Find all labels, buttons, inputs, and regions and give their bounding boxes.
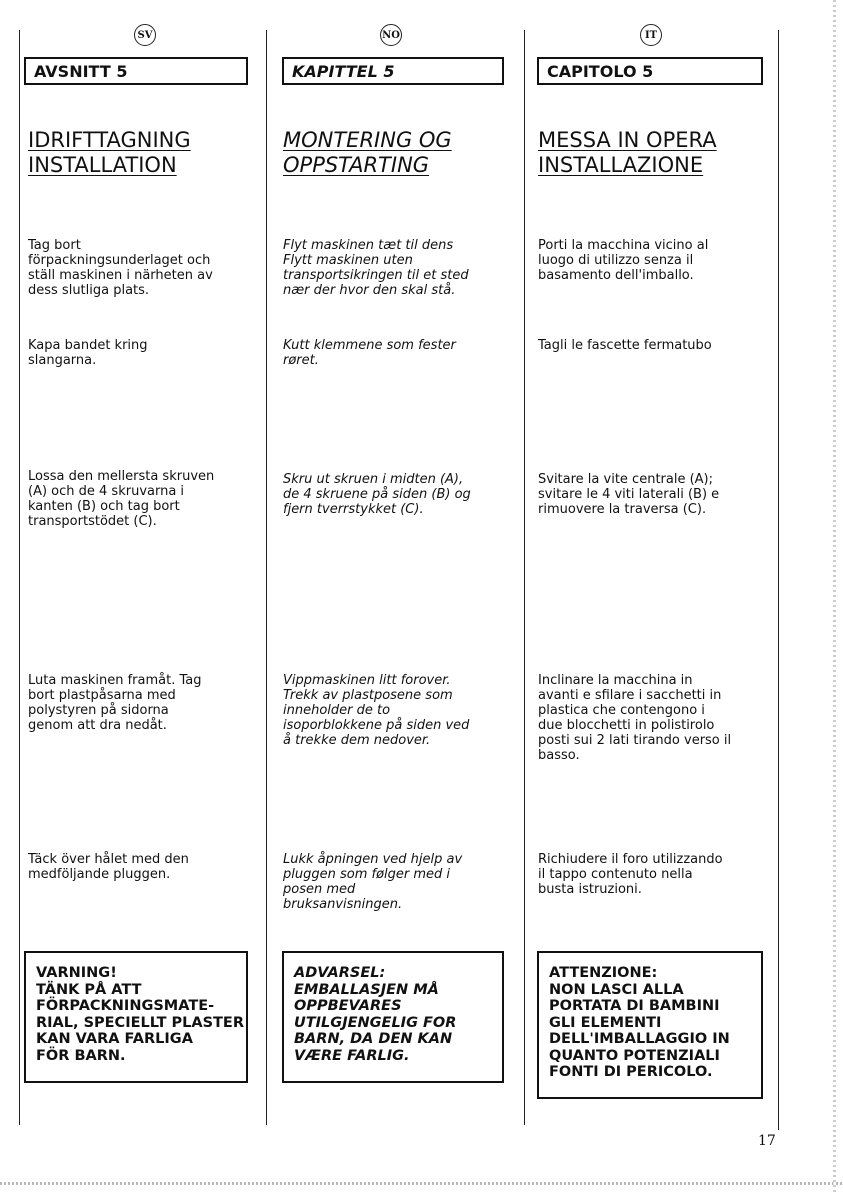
instruction-paragraph: Svitare la vite centrale (A); svitare le 4 viti laterali (B) e rimuovere la traversa (C).	[538, 472, 720, 517]
column-rule-2	[524, 30, 525, 1125]
language-badge-sv: SV	[134, 24, 156, 46]
scan-edge-bottom	[0, 1182, 843, 1185]
page-number: 17	[758, 1133, 776, 1149]
warning-box-no: ADVARSEL: EMBALLASJEN MÅ OPPBEVARES UTILGJENGELIG FOR BARN, DA DEN KAN VÆRE FARLIG.	[282, 951, 504, 1083]
instruction-paragraph: Inclinare la macchina in avanti e sfilare i sacchetti in plastica che contengono i due blocchetti in polistirolo posti sui 2 lati tirando verso il basso.	[538, 673, 732, 763]
section-title-it: MESSA IN OPERA INSTALLAZIONE	[538, 128, 717, 177]
section-title-no: MONTERING OG OPPSTARTING	[283, 128, 452, 177]
column-rule-1	[266, 30, 267, 1125]
section-title-sv: IDRIFTTAGNING INSTALLATION	[28, 128, 191, 177]
instruction-paragraph: Porti la macchina vicino al luogo di utilizzo senza il basamento dell'imballo.	[538, 238, 709, 283]
chapter-heading-sv: AVSNITT 5	[24, 57, 248, 85]
instruction-paragraph: Richiudere il foro utilizzando il tappo contenuto nella busta istruzioni.	[538, 852, 723, 897]
instruction-paragraph: Luta maskinen framåt. Tag bort plastpåsarna med polystyren på sidorna genom att dra nedåt.	[28, 673, 202, 733]
column-rule-right	[778, 30, 779, 1130]
instruction-paragraph: Täck över hålet med den medföljande pluggen.	[28, 852, 189, 882]
instruction-paragraph: Vippmaskinen litt forover. Trekk av plastposene som inneholder de to isoporblokkene på siden ved å trekke dem nedover.	[283, 673, 470, 748]
warning-box-sv: VARNING! TÄNK PÅ ATT FÖRPACKNINGSMATE- RIAL, SPECIELLT PLASTER KAN VARA FARLIGA FÖR BARN.	[24, 951, 248, 1083]
chapter-heading-no: KAPITTEL 5	[282, 57, 504, 85]
instruction-paragraph: Tag bort förpackningsunderlaget och ställ maskinen i närheten av dess slutliga plats.	[28, 238, 213, 298]
instruction-paragraph: Kapa bandet kring slangarna.	[28, 338, 148, 368]
instruction-paragraph: Lossa den mellersta skruven (A) och de 4 skruvarna i kanten (B) och tag bort transportstödet (C).	[28, 469, 215, 529]
instruction-paragraph: Kutt klemmene som fester røret.	[283, 338, 456, 368]
instruction-paragraph: Skru ut skruen i midten (A), de 4 skruene på siden (B) og fjern tverrstykket (C).	[283, 472, 471, 517]
instruction-paragraph: Lukk åpningen ved hjelp av pluggen som følger med i posen med bruksanvisningen.	[283, 852, 463, 912]
warning-box-it: ATTENZIONE: NON LASCI ALLA PORTATA DI BAMBINI GLI ELEMENTI DELL'IMBALLAGGIO IN QUANTO POTENZIALI FONTI DI PERICOLO.	[537, 951, 763, 1099]
language-badge-no: NO	[380, 24, 402, 46]
instruction-paragraph: Flyt maskinen tæt til dens Flytt maskinen uten transportsikringen til et sted nær der hvor den skal stå.	[283, 238, 469, 298]
chapter-heading-it: CAPITOLO 5	[537, 57, 763, 85]
instruction-paragraph: Tagli le fascette fermatubo	[538, 338, 712, 353]
language-badge-it: IT	[640, 24, 662, 46]
column-rule-left	[19, 30, 20, 1125]
scan-edge-right	[833, 0, 836, 1192]
